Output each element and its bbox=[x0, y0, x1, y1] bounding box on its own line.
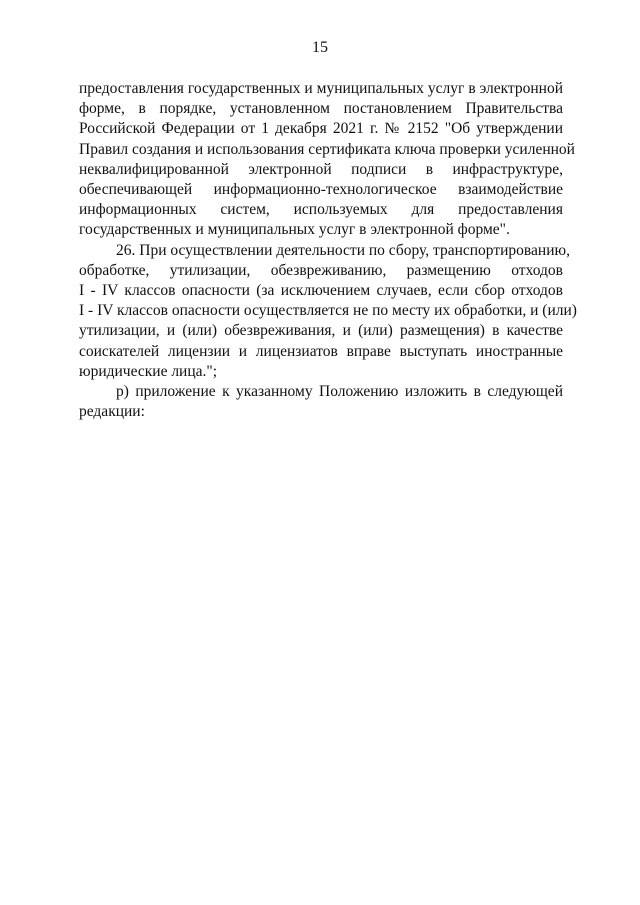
paragraph-continuation bbox=[79, 79, 575, 241]
paragraph-item-26 bbox=[79, 241, 577, 382]
text-line: редакции: bbox=[79, 403, 145, 421]
text-line: I - IV классов опасности (за исключением случаев, если сбор отходов bbox=[79, 282, 563, 300]
text-line: соискателей лицензии и лицензиатов вправе выступать иностранные bbox=[79, 342, 563, 360]
text-line: Правил создания и использования сертификата ключа проверки усиленной bbox=[79, 140, 575, 158]
text-line: юридические лица."; bbox=[79, 362, 218, 380]
page-number: 15 bbox=[312, 39, 328, 56]
text-line: форме, в порядке, установленном постановлением Правительства bbox=[79, 100, 563, 118]
text-line: информационных систем, используемых для предоставления bbox=[79, 201, 563, 219]
text-line: р) приложение к указанному Положению изложить в следующей bbox=[116, 383, 563, 401]
document-body bbox=[79, 79, 577, 422]
text-line: 26. При осуществлении деятельности по сбору, транспортированию, bbox=[116, 241, 570, 259]
text-line: обеспечивающей информационно-технологическое взаимодействие bbox=[79, 181, 563, 199]
text-line: I - IV классов опасности осуществляется не по месту их обработки, и (или) bbox=[79, 302, 577, 320]
text-line: Российской Федерации от 1 декабря 2021 г. № 2152 "Об утверждении bbox=[79, 120, 563, 138]
text-line: государственных и муниципальных услуг в электронной форме". bbox=[79, 221, 510, 239]
text-line: неквалифицированной электронной подписи в инфраструктуре, bbox=[79, 160, 563, 178]
paragraph-item-r bbox=[79, 382, 563, 422]
text-line: предоставления государственных и муниципальных услуг в электронной bbox=[79, 80, 563, 97]
text-line: обработке, утилизации, обезвреживанию, размещению отходов bbox=[79, 261, 563, 279]
text-line: утилизации, и (или) обезвреживания, и (или) размещения) в качестве bbox=[79, 322, 563, 340]
